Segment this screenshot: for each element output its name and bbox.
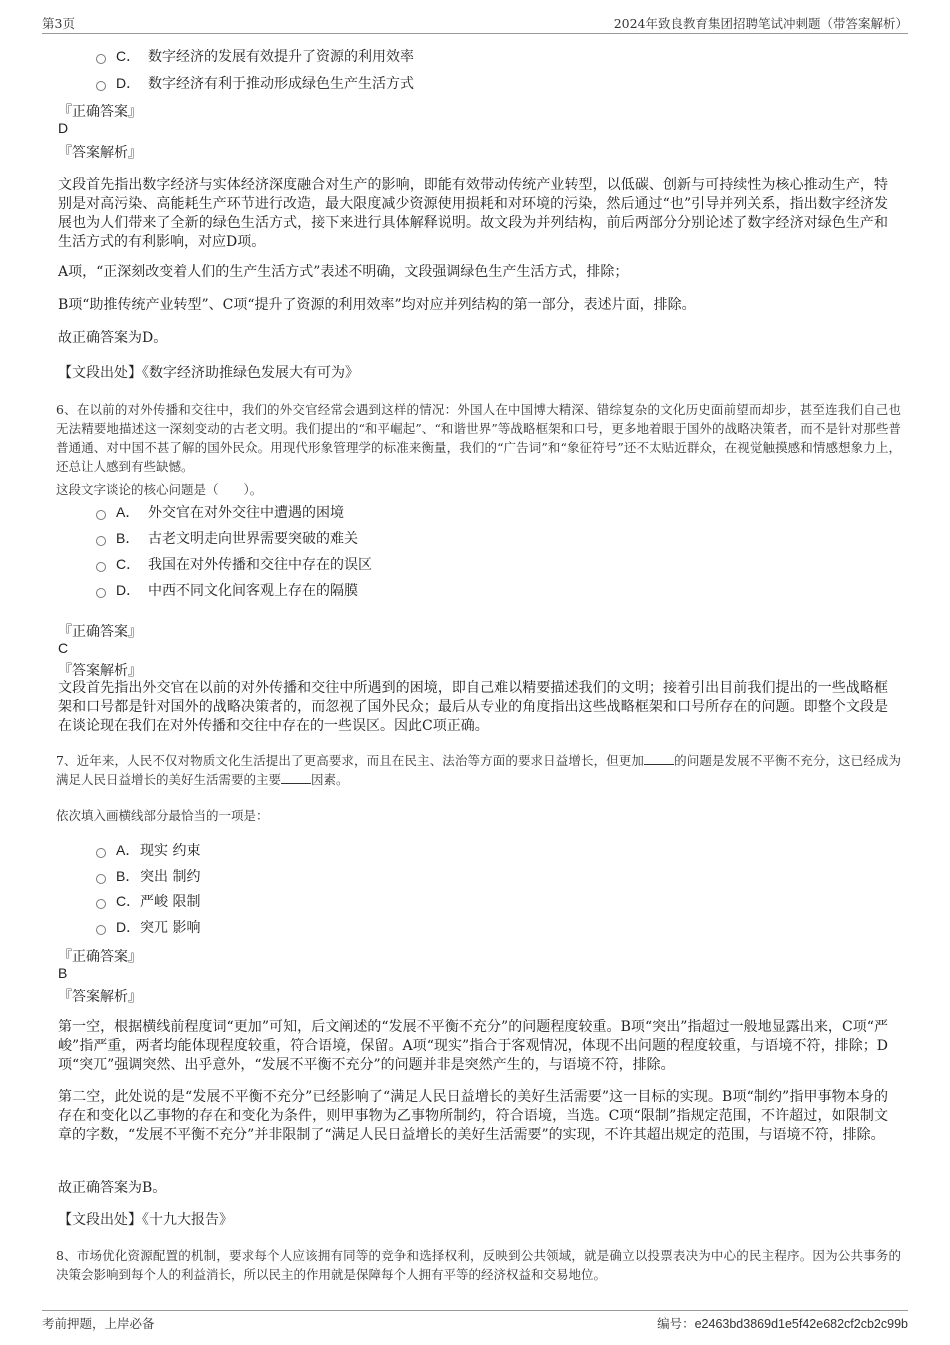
q6-question: 这段文字谈论的核心问题是（ ）。 — [56, 482, 263, 497]
radio-icon[interactable] — [96, 925, 106, 935]
option-key: D． — [116, 919, 141, 935]
q7-question: 依次填入画横线部分最恰当的一项是： — [56, 808, 269, 823]
q5-answer-label: 『正确答案』 — [58, 104, 142, 120]
q7-source: 【文段出处】《十九大报告》 — [58, 1212, 233, 1228]
option-text: 中西不同文化间客观上存在的隔膜 — [148, 583, 358, 599]
option-key: D． — [116, 582, 141, 598]
footer-code — [657, 1314, 908, 1332]
q6-analysis: 文段首先指出外交官在以前的对外传播和交往中所遇到的困境，即自己难以精要描述我们的文明；接着引出目前我们提出的一些战略框架和口号都是针对国外的战略决策者的，而忽视了国外民众；最后从专业的角度指出这些战略框架和口号所存在的问题。即整个文段是在谈论现在我们在对外传播和交往中存在的一些误区。因此C项正确。 — [58, 680, 888, 734]
radio-icon[interactable] — [96, 848, 106, 858]
q6-stem: 6、在以前的对外传播和交往中，我们的外交官经常会遇到这样的情况：外国人在中国博大精深、错综复杂的文化历史面前望而却步，甚至连我们自己也无法精要地描述这一深刻变动的古老文明。我们提出的“和平崛起”、“和谐世界”等战略框架和口号，更多地着眼于国外的战略决策者，而不是针对那些普普通通、对中国不甚了解的国外民众。用现代形象管理学的标准来衡量，我们的“广告词”和“象征符号”还不太贴近群众，在视觉触摸感和情感想象力上，还总让人感到有些缺憾。 — [56, 402, 901, 474]
q5-analysis-paragraph-4: 故正确答案为D。 — [58, 330, 168, 346]
radio-icon[interactable] — [96, 510, 106, 520]
option-key: A． — [116, 504, 140, 520]
q7-answer-label: 『正确答案』 — [58, 949, 142, 965]
q5-analysis-paragraph-3: B项“助推传统产业转型”、C项“提升了资源的利用效率”均对应并列结构的第一部分，表述片面，排除。 — [58, 297, 696, 313]
radio-icon[interactable] — [96, 588, 106, 598]
q7-option-c[interactable] — [96, 891, 200, 911]
option-text: 我国在对外传播和交往中存在的误区 — [148, 557, 372, 573]
q7-option-a[interactable] — [96, 840, 200, 860]
radio-icon[interactable] — [96, 54, 106, 64]
q5-analysis-paragraph-1: 文段首先指出数字经济与实体经济深度融合对生产的影响，即能有效带动传统产业转型，以低碳、创新与可持续性为核心推动生产，特别是对高污染、高能耗生产环节进行改造，最大限度减少资源使用损耗和对环境的污染，然后通过“也”引导并列关系，指出数字经济发展也为人们带来了全新的绿色生活方式，接下来进行具体解释说明。故文段为并列结构，前后两部分分别论述了数字经济对绿色生产和生活方式的有利影响，对应D项。 — [58, 177, 888, 250]
q7-option-b[interactable] — [96, 866, 200, 886]
q7-stem — [56, 751, 901, 789]
q6-option-d[interactable] — [96, 580, 358, 600]
fill-blank-1 — [644, 753, 674, 765]
option-key: B． — [116, 530, 140, 546]
footer-code-label: 编号： — [657, 1316, 695, 1331]
option-text: 古老文明走向世界需要突破的难关 — [148, 531, 358, 547]
option-text: 突兀 影响 — [140, 920, 201, 936]
q6-option-b[interactable] — [96, 528, 358, 548]
q8-stem: 8、市场优化资源配置的机制，要求每个人应该拥有同等的竞争和选择权利，反映到公共领域，就是确立以投票表决为中心的民主程序。因为公共事务的决策会影响到每个人的利益消长，所以民主的作用就是保障每个人拥有平等的经济权益和交易地位。 — [56, 1248, 901, 1282]
option-key: D． — [116, 75, 141, 91]
q6-answer: C — [58, 640, 69, 656]
footer-slogan: 考前押题，上岸必备 — [42, 1316, 155, 1331]
option-key: A． — [116, 842, 140, 858]
q5-answer: D — [58, 120, 69, 136]
option-key: C． — [116, 893, 141, 909]
q7-analysis-paragraph-3: 故正确答案为B。 — [58, 1180, 167, 1196]
document-title: 2024年致良教育集团招聘笔试冲刺题（带答案解析） — [613, 16, 908, 31]
page-number: 第3页 — [42, 16, 75, 31]
header-divider — [42, 33, 908, 34]
q6-option-c[interactable] — [96, 554, 372, 574]
radio-icon[interactable] — [96, 81, 106, 91]
q5-source: 【文段出处】《数字经济助推绿色发展大有可为》 — [58, 365, 359, 381]
q7-answer: B — [58, 965, 68, 981]
footer-code-value: e2463bd3869d1e5f42e682cf2cb2c99b — [694, 1317, 908, 1331]
q7-analysis-paragraph-2: 第二空，此处说的是“发展不平衡不充分”已经影响了“满足人民日益增长的美好生活需要”这一目标的实现。B项“制约”指甲事物本身的存在和变化以乙事物的存在和变化为条件，则甲事物为乙事物所制约，符合语境，当选。C项“限制”指规定范围，不许超过，如限制文章的字数，“发展不平衡不充分”并非限制了“满足人民日益增长的美好生活需要”的实现，不许其超出规定的范围，与语境不符，排除。 — [58, 1089, 888, 1143]
option-text: 突出 制约 — [140, 869, 201, 885]
fill-blank-2 — [281, 772, 311, 784]
q7-option-d[interactable] — [96, 917, 200, 937]
q5-option-c[interactable] — [96, 46, 414, 66]
radio-icon[interactable] — [96, 899, 106, 909]
q6-analysis-label: 『答案解析』 — [58, 663, 142, 679]
footer-divider — [42, 1310, 908, 1311]
option-text: 外交官在对外交往中遭遇的困境 — [148, 505, 344, 521]
option-text: 数字经济的发展有效提升了资源的利用效率 — [148, 49, 414, 65]
q5-analysis-label: 『答案解析』 — [58, 145, 142, 161]
option-text: 数字经济有利于推动形成绿色生产生活方式 — [148, 76, 414, 92]
q6-answer-label: 『正确答案』 — [58, 624, 142, 640]
option-key: C． — [116, 48, 141, 64]
q5-option-d[interactable] — [96, 73, 414, 93]
q7-analysis-label: 『答案解析』 — [58, 989, 142, 1005]
q7-stem-part-1: 7、近年来，人民不仅对物质文化生活提出了更高要求，而且在民主、法治等方面的要求日益增长，但更加 — [56, 753, 645, 768]
option-text: 严峻 限制 — [140, 894, 201, 910]
option-key: B． — [116, 868, 140, 884]
q5-analysis-paragraph-2: A项，“正深刻改变着人们的生产生活方式”表述不明确，文段强调绿色生产生活方式，排除； — [58, 264, 629, 280]
q6-option-a[interactable] — [96, 502, 344, 522]
q7-stem-part-3: 因素。 — [311, 772, 349, 787]
option-text: 现实 约束 — [140, 843, 201, 859]
q7-analysis-paragraph-1: 第一空，根据横线前程度词“更加”可知，后文阐述的“发展不平衡不充分”的问题程度较重。B项“突出”指超过一般地显露出来，C项“严峻”指严重，两者均能体现程度较重，符合语境，保留。A项“现实”指合于客观情况，体现不出问题的程度较重，与语境不符，排除；D项“突兀”强调突然、出乎意外，“发展不平衡不充分”的问题并非是突然产生的，与语境不符，排除。 — [58, 1019, 888, 1073]
radio-icon[interactable] — [96, 536, 106, 546]
radio-icon[interactable] — [96, 562, 106, 572]
option-key: C． — [116, 556, 141, 572]
q7-stem-part-2: 的问题是发展不平衡不充分，这已经成为满足人民日益增长的美好生活需要的主要 — [56, 753, 901, 787]
radio-icon[interactable] — [96, 874, 106, 884]
